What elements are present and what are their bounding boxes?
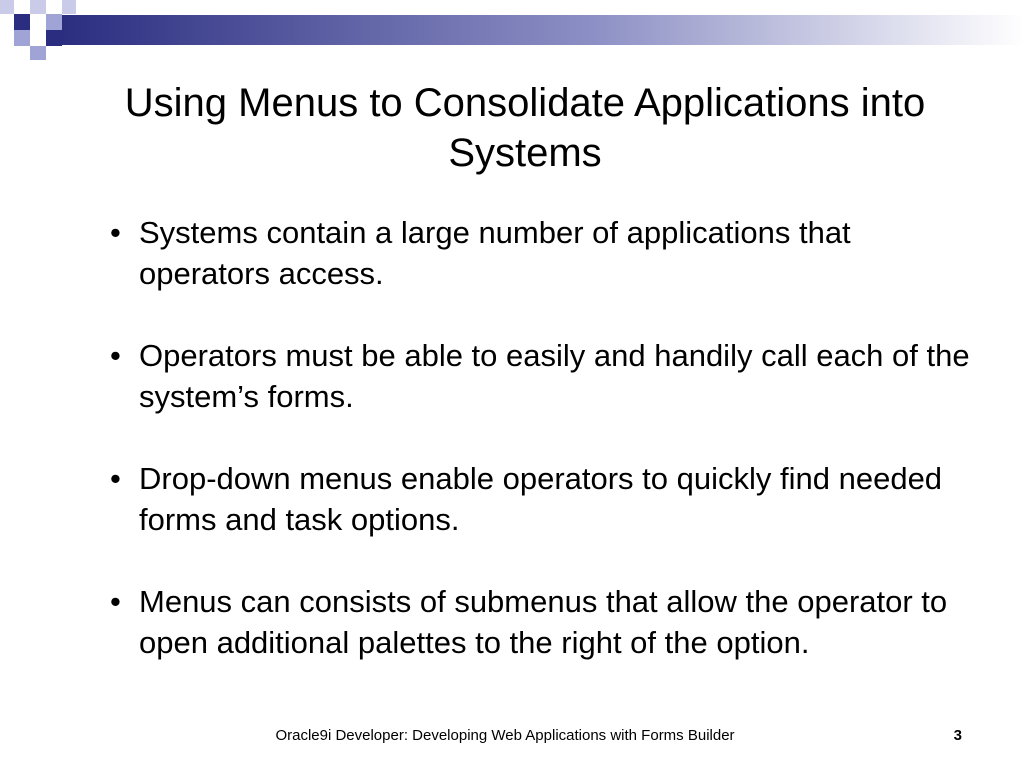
bullet-item <box>110 458 980 540</box>
bullet-list <box>110 212 980 663</box>
bullet-text: Systems contain a large number of applications that operators access. <box>139 215 851 291</box>
bullet-dot-icon: • <box>110 584 121 619</box>
bullet-item <box>110 212 980 294</box>
decor-square <box>14 14 30 30</box>
decor-square <box>30 46 46 60</box>
header-decoration <box>0 0 1024 70</box>
bullet-text: Drop-down menus enable operators to quickly find needed forms and task options. <box>139 461 943 537</box>
decor-square <box>46 14 62 30</box>
bullet-dot-icon: • <box>110 461 121 496</box>
bullet-text: Operators must be able to easily and handily call each of the system’s forms. <box>139 338 970 414</box>
decor-square <box>0 0 14 14</box>
bullet-item <box>110 335 980 417</box>
decor-square <box>30 0 46 14</box>
page-number: 3 <box>953 727 962 744</box>
bullet-text: Menus can consists of submenus that allow the operator to open additional palettes to the right of the option. <box>139 584 948 660</box>
decor-square <box>46 30 62 46</box>
decor-square <box>14 30 30 46</box>
bullet-dot-icon: • <box>110 338 121 373</box>
footer-text: Oracle9i Developer: Developing Web Applications with Forms Builder <box>275 727 735 744</box>
decor-square <box>62 0 76 14</box>
bullet-item <box>110 581 980 663</box>
bullet-dot-icon: • <box>110 215 121 250</box>
slide-title: Using Menus to Consolidate Applications into Systems <box>124 81 926 175</box>
header-gradient-bar <box>62 15 1024 45</box>
